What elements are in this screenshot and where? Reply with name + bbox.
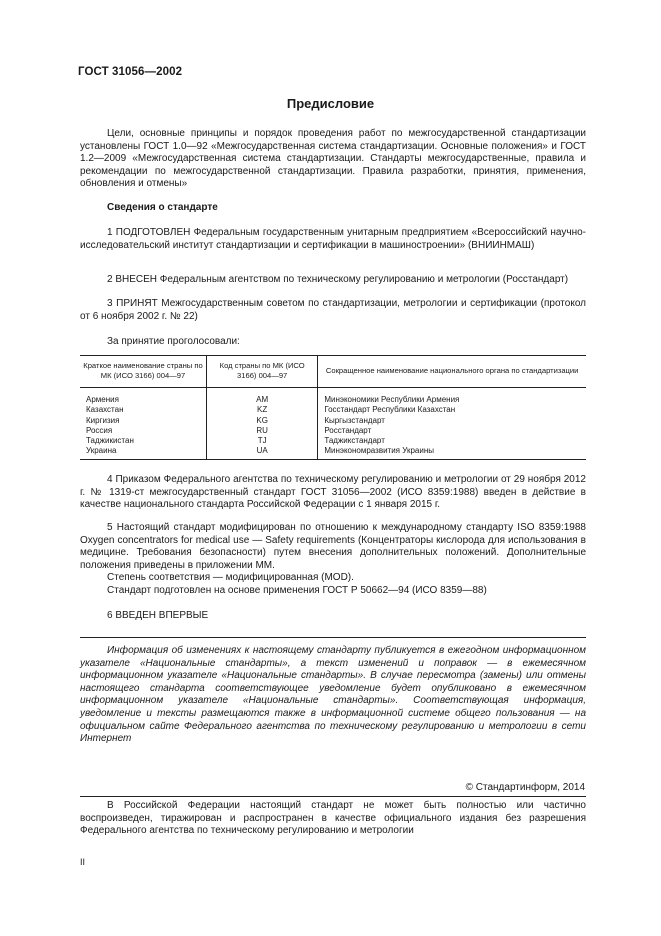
notice-text: Информация об изменениях к настоящему стандарту публикуется в ежегодном информационном указателе «Национальные стандарты», а текст изменений и поправок — в ежемесячном информационном указателе «Национальные стандарты». В случае пересмотра (замены) или отмены настоящего стандарта соответствующее уведомление будет опубликовано в ежемесячном информационном указателе «Национальные стандарты». Соответствующая информация, уведомление и тексты размещаются также в информационной системе общего пользования — на официальном сайте Федерального агентства по техническому регулированию и метрологии в сети Интернет [80, 645, 586, 745]
restriction-text: В Российской Федерации настоящий стандарт не может быть полностью или частично воспроизведен, тиражирован и распространен в качестве официального издания без разрешения Федерального агентства по техническому регулированию и метрологии [80, 800, 586, 837]
restriction-top-rule [80, 796, 586, 797]
copyright: © Стандартинформ, 2014 [465, 782, 585, 793]
table-row [80, 446, 586, 460]
cell-code: TJ [207, 436, 318, 446]
notice-paragraph [80, 645, 586, 746]
table-row [80, 405, 586, 415]
page-number: II [80, 857, 86, 867]
table-row [80, 426, 586, 436]
cell-body: Минэкономразвития Украины [318, 446, 586, 460]
cell-code: KZ [207, 405, 318, 415]
item-1-text: 1 ПОДГОТОВЛЕН Федеральным государственным унитарным предприятием «Всероссийский научно-исследовательский институт стандартизации и сертификации в машиностроении» (ВНИИНМАШ) [80, 227, 586, 251]
col-header-country: Краткое наименование страны по МК (ИСО 3166) 004—97 [80, 356, 207, 388]
voted-label: За принятие проголосовали: [107, 336, 240, 347]
cell-country: Киргизия [86, 415, 120, 425]
col-header-body: Сокращенное наименование национального органа по стандартизации [318, 356, 586, 388]
cell-code: UA [207, 446, 318, 460]
cell-code: KG [207, 416, 318, 426]
item-5-basis: Стандарт подготовлен на основе применения ГОСТ Р 50662—94 (ИСО 8359—88) [107, 585, 487, 596]
item-4 [80, 474, 586, 512]
item-3-text: 3 ПРИНЯТ Межгосударственным советом по стандартизации, метрологии и сертификации (протокол от 6 ноября 2002 г. № 22) [80, 298, 586, 322]
page-title: Предисловие [286, 96, 375, 111]
cell-body: Росстандарт [318, 426, 586, 436]
cell-body: Госстандарт Республики Казахстан [318, 405, 586, 415]
cell-country: Армения [86, 395, 119, 405]
item-5-text: 5 Настоящий стандарт модифицирован по отношению к международному стандарту ISO 8359:1988 Oxygen concentrators for medical use — Safety requirements (Концентраторы кислорода для использования в медицине. Требования безопасности) путем внесения дополнительных положений. Дополнительные положения приведены в приложении ММ. [80, 522, 586, 571]
intro-text: Цели, основные принципы и порядок проведения работ по межгосударственной стандартизации установлены ГОСТ 1.0—92 «Межгосударственная система стандартизации. Основные положения» и ГОСТ 1.2—2009 «Межгосударственная система стандартизации. Стандарты межгосударственные, правила и рекомендации по межгосударственной стандартизации. Правила разработки, принятия, применения, обновления и отмены» [80, 128, 586, 190]
table-header-row [80, 356, 586, 388]
cell-body: Таджикстандарт [318, 436, 586, 446]
cell-code: RU [207, 426, 318, 436]
cell-country: Украина [80, 446, 207, 460]
info-heading: Сведения о стандарте [107, 202, 218, 213]
cell-body: Минэкономики Республики Армения [318, 388, 586, 406]
cell-country: Казахстан [86, 405, 124, 415]
restriction-paragraph [80, 800, 586, 838]
cell-country: Таджикистан [86, 436, 134, 445]
table-row [80, 388, 586, 406]
notice-top-rule [80, 637, 586, 638]
item-1 [80, 227, 586, 252]
intro-paragraph [80, 128, 586, 191]
cell-code: AM [207, 388, 318, 406]
item-4-text: 4 Приказом Федерального агентства по техническому регулированию и метрологии от 29 ноября 2012 г. № 1319-ст межгосударственный стандарт ГОСТ 31056—2002 (ИСО 8359:1988) введен в действие в качестве национального стандарта Российской Федерации с 1 января 2015 г. [80, 474, 586, 511]
item-2-text: 2 ВНЕСЕН Федеральным агентством по техническому регулированию и метрологии (Росстандарт) [107, 274, 569, 285]
cell-body: Кыргызстандарт [318, 416, 586, 426]
col-header-code: Код страны по МК (ИСО 3166) 004—97 [207, 356, 318, 388]
voting-table [80, 355, 586, 460]
item-2 [80, 274, 586, 287]
standard-number-header: ГОСТ 31056—2002 [78, 66, 183, 78]
item-5 [80, 522, 586, 572]
item-6: 6 ВВЕДЕН ВПЕРВЫЕ [107, 610, 209, 621]
table-row [80, 416, 586, 426]
cell-country: Россия [86, 425, 113, 435]
item-5-degree: Степень соответствия — модифицированная (MOD). [107, 572, 354, 583]
table-row [80, 436, 586, 446]
item-3 [80, 298, 586, 323]
